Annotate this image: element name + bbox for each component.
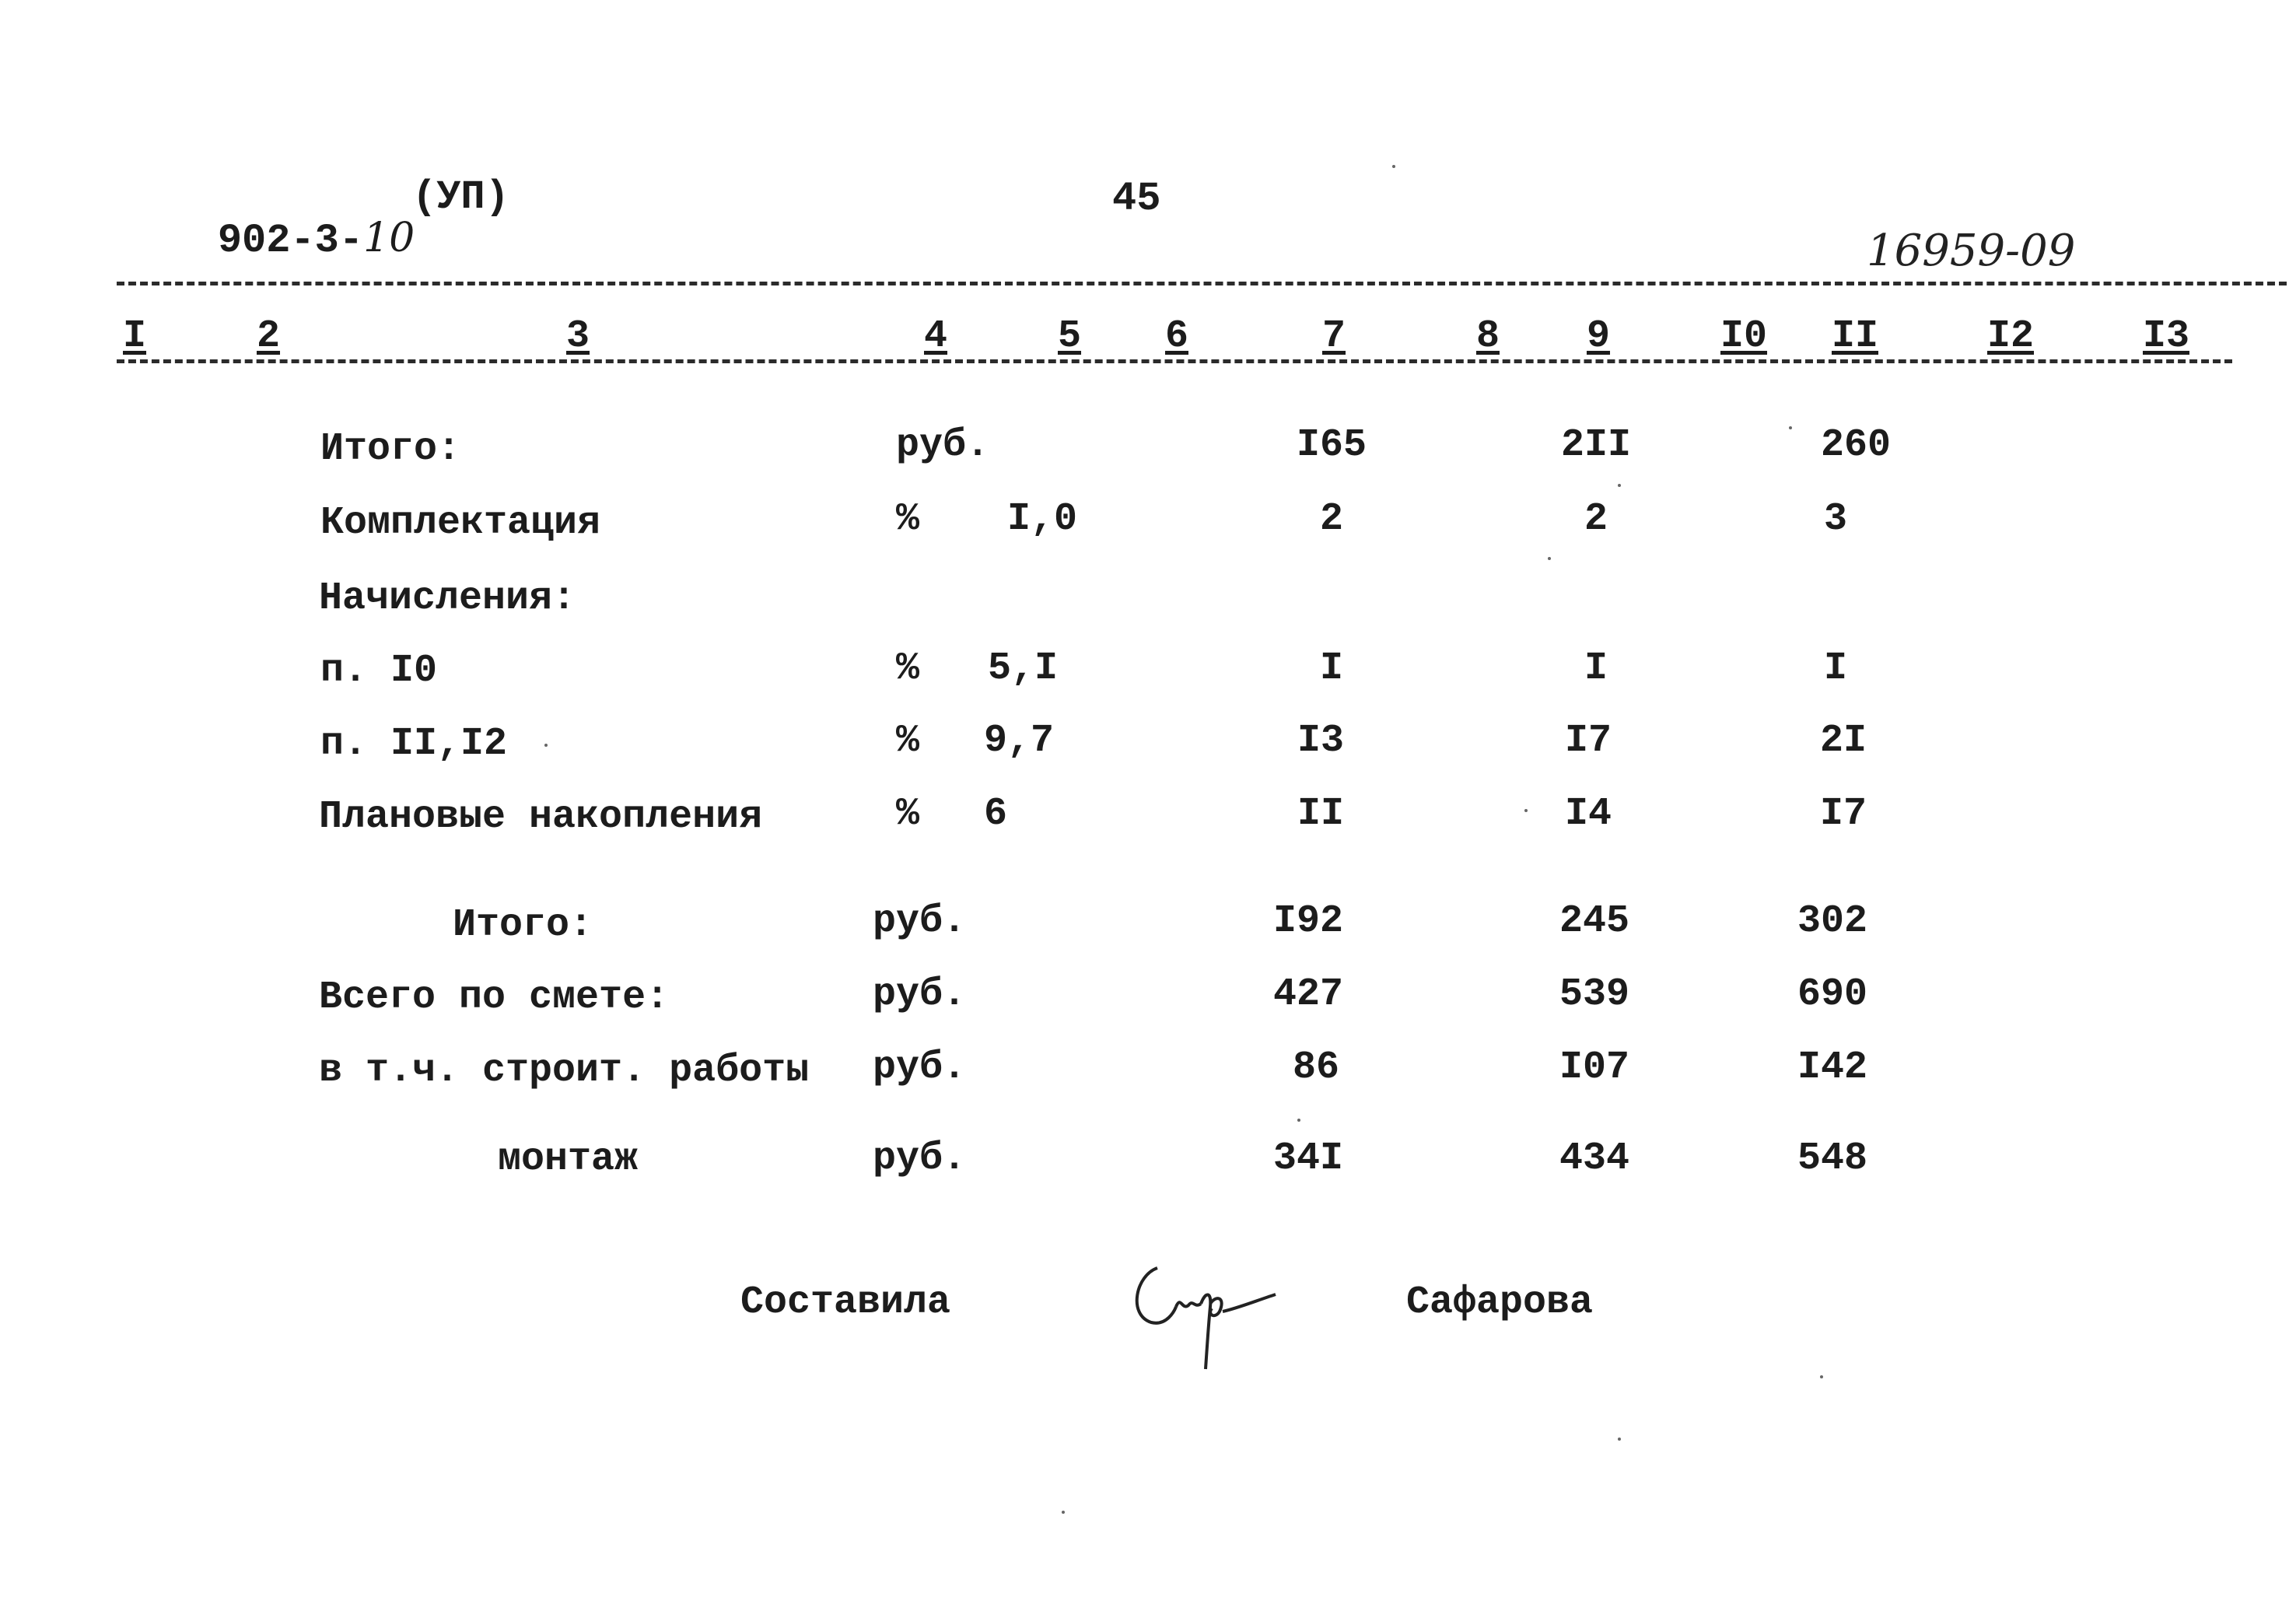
row-value-col11: 690 xyxy=(1797,972,1867,1017)
row-value-col9: I xyxy=(1584,646,1608,691)
compiled-label: Составила xyxy=(740,1280,951,1325)
row-label: Всего по смете: xyxy=(319,975,670,1020)
bottom-dashed-rule xyxy=(117,359,2232,363)
scan-speck xyxy=(1820,1375,1823,1378)
row-label: п. I0 xyxy=(320,649,438,693)
signature-mark xyxy=(1120,1237,1291,1377)
column-number: 7 xyxy=(1322,314,1346,359)
row-value-col9: 539 xyxy=(1559,972,1629,1017)
row-value-col9: 2 xyxy=(1584,497,1608,541)
scan-speck xyxy=(1548,557,1551,560)
row-value-col9: 2II xyxy=(1560,423,1631,468)
row-value-col11: 548 xyxy=(1797,1136,1867,1181)
row-unit: % xyxy=(896,792,920,836)
row-unit: % xyxy=(896,646,920,691)
column-number: 6 xyxy=(1165,314,1189,359)
scan-speck xyxy=(1618,484,1621,487)
row-rate: I,0 xyxy=(1007,497,1078,541)
row-value-col11: 2I xyxy=(1819,719,1867,763)
row-value-col9: I07 xyxy=(1559,1045,1629,1090)
scan-speck xyxy=(1297,1119,1300,1122)
column-number: 9 xyxy=(1587,314,1611,359)
compiler-name: Сафарова xyxy=(1406,1280,1594,1325)
row-label: п. II,I2 xyxy=(320,722,508,766)
column-number: I3 xyxy=(2143,314,2190,359)
row-label: Итого: xyxy=(453,903,593,947)
column-number: 2 xyxy=(257,314,281,359)
top-dashed-rule xyxy=(117,282,2287,285)
row-label: Начисления: xyxy=(319,576,576,621)
row-value-col9: 245 xyxy=(1559,899,1629,944)
doc-code-suffix: 10 xyxy=(363,215,415,261)
row-value-col7: I92 xyxy=(1272,899,1343,944)
doc-code-prefix: 902-3- xyxy=(217,218,364,264)
row-unit: % xyxy=(896,719,920,763)
scan-speck xyxy=(1524,809,1528,812)
row-value-col7: I xyxy=(1319,646,1343,691)
row-rate: 5,I xyxy=(988,646,1059,691)
scan-speck xyxy=(544,744,548,747)
row-value-col11: 302 xyxy=(1797,899,1867,944)
row-value-col9: I4 xyxy=(1564,792,1612,836)
column-number: 5 xyxy=(1058,314,1082,359)
column-number: I2 xyxy=(1987,314,2035,359)
column-number: II xyxy=(1832,314,1879,359)
row-label: в т.ч. строит. работы xyxy=(319,1049,810,1093)
row-value-col7: 34I xyxy=(1272,1136,1343,1181)
row-unit: руб. xyxy=(873,899,967,944)
row-unit: руб. xyxy=(873,1045,967,1090)
column-number: 4 xyxy=(924,314,948,359)
page-number: 45 xyxy=(1112,176,1161,222)
row-label: Плановые накопления xyxy=(319,795,763,839)
row-value-col9: I7 xyxy=(1564,719,1612,763)
row-value-col11: 260 xyxy=(1820,423,1891,468)
row-unit: руб. xyxy=(896,423,990,468)
row-value-col7: 2 xyxy=(1319,497,1343,541)
scan-speck xyxy=(1392,165,1395,168)
column-number: I0 xyxy=(1720,314,1768,359)
row-value-col11: I42 xyxy=(1797,1045,1867,1090)
row-unit: руб. xyxy=(873,1136,967,1181)
row-value-col11: 3 xyxy=(1823,497,1847,541)
row-rate: 9,7 xyxy=(984,719,1055,763)
row-value-col11: I7 xyxy=(1819,792,1867,836)
handwritten-code: 16959-09 xyxy=(1867,226,2076,276)
row-value-col7: 86 xyxy=(1292,1045,1339,1090)
scan-speck xyxy=(1062,1511,1065,1514)
series-label: (УП) xyxy=(412,174,509,220)
column-number: I xyxy=(123,314,147,359)
row-rate: 6 xyxy=(984,792,1008,836)
row-value-col7: 427 xyxy=(1272,972,1343,1017)
column-number: 8 xyxy=(1476,314,1500,359)
scan-speck xyxy=(1789,426,1792,429)
row-value-col7: I3 xyxy=(1297,719,1344,763)
row-value-col9: 434 xyxy=(1559,1136,1629,1181)
row-label: Итого: xyxy=(320,427,461,471)
column-number: 3 xyxy=(566,314,590,359)
row-label: монтаж xyxy=(498,1137,639,1182)
row-value-col7: II xyxy=(1297,792,1344,836)
row-unit: руб. xyxy=(873,972,967,1017)
row-value-col7: I65 xyxy=(1296,423,1367,468)
row-label: Комплектация xyxy=(320,501,601,545)
row-unit: % xyxy=(896,497,920,541)
scan-speck xyxy=(1618,1438,1621,1441)
row-value-col11: I xyxy=(1823,646,1847,691)
